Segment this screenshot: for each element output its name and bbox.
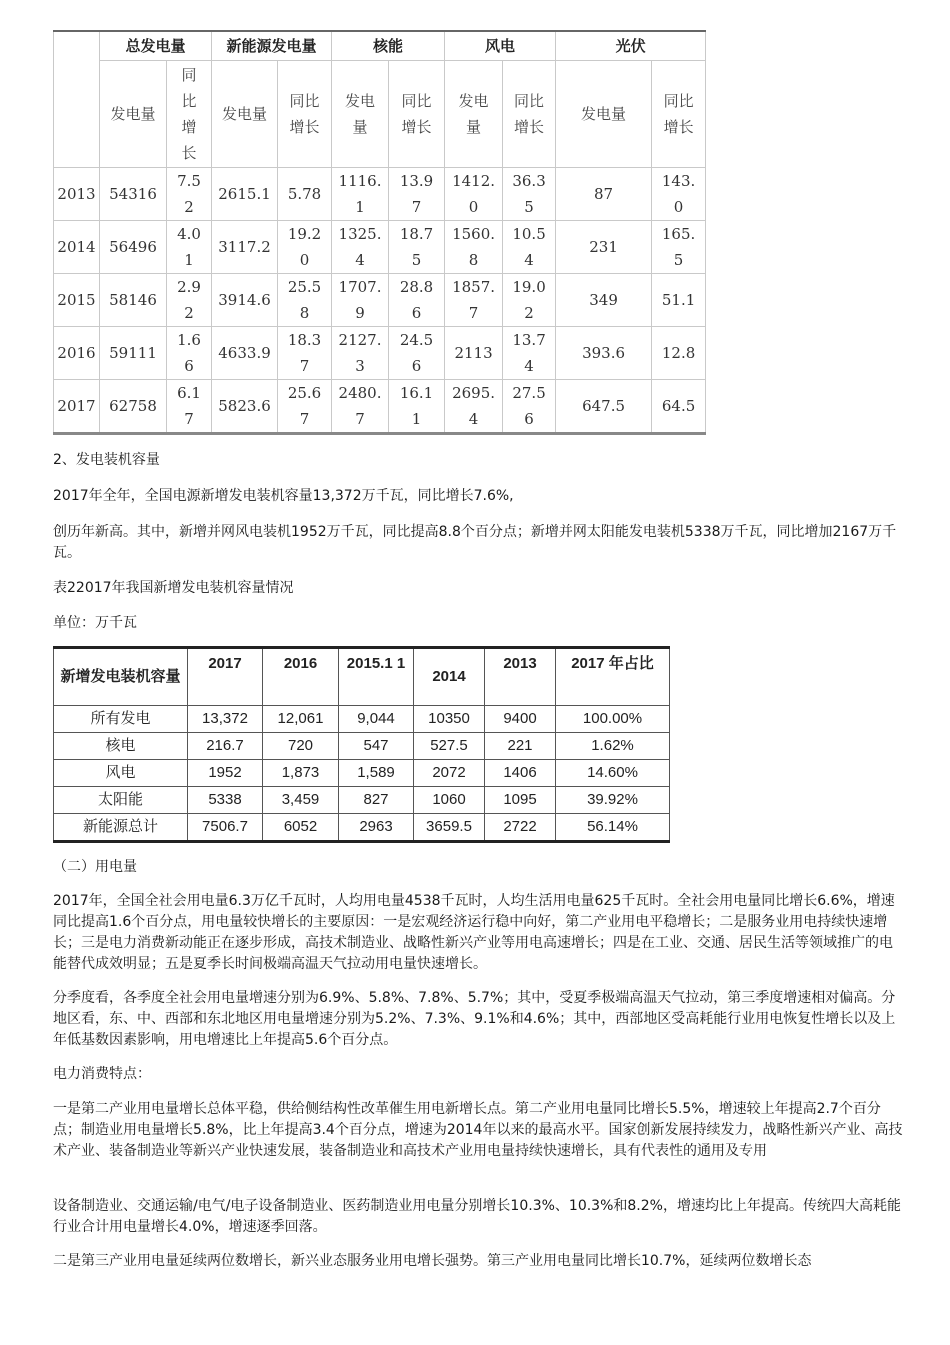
table1-cell-line: 19.0 bbox=[512, 278, 546, 296]
table2-cell: 56.14% bbox=[556, 814, 670, 842]
table1-subheader-line: 增长 bbox=[401, 118, 432, 136]
table1-cell bbox=[556, 221, 652, 274]
table1-cell-line: 56496 bbox=[109, 238, 157, 256]
table1-cell bbox=[100, 168, 167, 221]
table1-cell-line: 2127. bbox=[338, 331, 382, 349]
table2-cell: 10350 bbox=[414, 706, 485, 733]
table1-cell bbox=[652, 327, 706, 380]
table2-row-label: 太阳能 bbox=[54, 787, 188, 814]
table1-cell-line: 4 bbox=[355, 251, 365, 269]
table-row bbox=[54, 327, 706, 380]
table2-cell: 547 bbox=[339, 733, 414, 760]
table2-cell: 527.5 bbox=[414, 733, 485, 760]
table1-cell-line: 4.0 bbox=[177, 225, 201, 243]
table1-cell-line: 7 bbox=[299, 357, 310, 375]
table1-cell-line: 5.78 bbox=[287, 185, 322, 203]
table1-cell-line: 6 bbox=[184, 357, 194, 375]
table1-cell-line: 231 bbox=[589, 238, 618, 256]
table1-year-cell: 2013 bbox=[54, 168, 100, 221]
table2-cell: 1095 bbox=[485, 787, 556, 814]
table2-cell: 39.92% bbox=[556, 787, 670, 814]
table1-cell-line: 27.5 bbox=[512, 384, 546, 402]
table1-year-header bbox=[54, 31, 100, 168]
table1-cell-line: 0 bbox=[299, 251, 310, 269]
table1-subheader-line: 同比 bbox=[514, 92, 545, 110]
table1-subheader-line: 量 bbox=[466, 118, 482, 136]
table1-cell-line: 9 bbox=[355, 304, 365, 322]
table1-group-header bbox=[54, 31, 706, 61]
table1-cell-line: 5 bbox=[411, 251, 422, 269]
table1-cell-line: 2615.1 bbox=[218, 185, 271, 203]
table1-cell bbox=[167, 327, 212, 380]
table1-cell bbox=[212, 274, 278, 327]
table1-cell bbox=[332, 168, 389, 221]
table1-cell bbox=[503, 274, 556, 327]
table1-subheader-line: 同比 bbox=[401, 92, 432, 110]
table2-header-line: 1 bbox=[396, 655, 406, 672]
table1-cell bbox=[100, 380, 167, 434]
table1-cell bbox=[212, 221, 278, 274]
table1-subheader-cell bbox=[556, 61, 652, 168]
table1-cell-line: 349 bbox=[589, 291, 618, 309]
table1-cell-line: 3117.2 bbox=[218, 238, 271, 256]
table1-cell-line: 4 bbox=[468, 410, 479, 428]
table1-cell-line: 393.6 bbox=[582, 344, 626, 362]
table1-cell bbox=[389, 380, 445, 434]
table1-cell-line: 59111 bbox=[109, 344, 157, 362]
table2-cell: 3659.5 bbox=[414, 814, 485, 842]
table2-header-cell bbox=[339, 648, 414, 706]
paragraph: 创历年新高。其中，新增并网风电装机1952万千瓦，同比提高8.8个百分点；新增并网太阳能发电装机5338万千瓦，同比增加2167万千瓦。 bbox=[53, 524, 897, 561]
table1-cell bbox=[445, 221, 503, 274]
table1-cell bbox=[556, 327, 652, 380]
table1-cell-line: 6 bbox=[411, 357, 422, 375]
table1-subheader-cell bbox=[167, 61, 212, 168]
table1-group-header-cell: 核能 bbox=[332, 31, 445, 61]
table1-cell bbox=[556, 380, 652, 434]
table1-cell bbox=[332, 221, 389, 274]
table2-header-cell: 2017 年占比 bbox=[556, 648, 670, 706]
table2-cell: 1406 bbox=[485, 760, 556, 787]
table2-cell: 1,589 bbox=[339, 760, 414, 787]
table1-cell-line: 25.5 bbox=[287, 278, 322, 296]
table1-cell-line: 7 bbox=[411, 198, 422, 216]
table1-subheader-cell bbox=[503, 61, 556, 168]
table1-sub-header bbox=[54, 61, 706, 168]
table1-subheader-line: 增长 bbox=[663, 118, 694, 136]
table2-cell: 1952 bbox=[188, 760, 263, 787]
table1-subheader-line: 同比 bbox=[663, 92, 694, 110]
table1-cell bbox=[332, 274, 389, 327]
table1-cell bbox=[652, 221, 706, 274]
table1-cell-line: 1116. bbox=[338, 172, 382, 190]
table2-header-line: 2015.1 bbox=[346, 655, 393, 672]
table2-cell: 2963 bbox=[339, 814, 414, 842]
table1-cell bbox=[212, 168, 278, 221]
table1-cell bbox=[445, 168, 503, 221]
section-heading-consumption: （二）用电量 bbox=[53, 859, 137, 875]
table1-subheader-line: 发电 bbox=[345, 92, 376, 110]
table1-cell-line: 647.5 bbox=[582, 397, 626, 415]
table1-cell-line: 13.7 bbox=[512, 331, 546, 349]
table1-cell-line: 28.8 bbox=[399, 278, 434, 296]
table1-year-cell: 2014 bbox=[54, 221, 100, 274]
table1-cell bbox=[332, 380, 389, 434]
table1-year-cell: 2016 bbox=[54, 327, 100, 380]
table-row bbox=[54, 787, 670, 814]
table1-cell bbox=[167, 168, 212, 221]
table1-cell-line: 165. bbox=[661, 225, 696, 243]
table2-cell: 9400 bbox=[485, 706, 556, 733]
table1-cell-line: 4 bbox=[524, 251, 534, 269]
table1-subheader-cell bbox=[332, 61, 389, 168]
table1-cell-line: 7 bbox=[184, 410, 194, 428]
table1-cell-line: 5 bbox=[524, 198, 534, 216]
table1-cell-line: 7 bbox=[468, 304, 479, 322]
table1-cell bbox=[100, 221, 167, 274]
table1-cell-line: 2480. bbox=[338, 384, 382, 402]
table1-cell bbox=[212, 327, 278, 380]
table1-cell bbox=[389, 221, 445, 274]
table2-cell: 2722 bbox=[485, 814, 556, 842]
new-capacity-table bbox=[53, 646, 670, 843]
table2-row-label: 核电 bbox=[54, 733, 188, 760]
table1-cell bbox=[503, 221, 556, 274]
table1-group-header-cell: 新能源发电量 bbox=[212, 31, 332, 61]
table1-subheader-line: 发电 bbox=[458, 92, 489, 110]
table-row bbox=[54, 733, 670, 760]
table1-cell bbox=[445, 380, 503, 434]
table1-cell-line: 58146 bbox=[109, 291, 157, 309]
table1-cell bbox=[167, 274, 212, 327]
table2-body bbox=[54, 706, 670, 842]
table1-subheader-line: 增长 bbox=[289, 118, 320, 136]
table1-cell-line: 1.6 bbox=[177, 331, 201, 349]
table2-cell: 9,044 bbox=[339, 706, 414, 733]
table1-cell-line: 1857. bbox=[452, 278, 496, 296]
table1-group-header-cell: 总发电量 bbox=[100, 31, 212, 61]
table2-cell: 1,873 bbox=[263, 760, 339, 787]
table1-cell bbox=[445, 327, 503, 380]
table1-cell-line: 1412. bbox=[452, 172, 496, 190]
table1-cell-line: 16.1 bbox=[399, 384, 434, 402]
table1-subheader-cell bbox=[100, 61, 167, 168]
table1-cell-line: 18.3 bbox=[287, 331, 322, 349]
table1-cell-line: 2 bbox=[524, 304, 534, 322]
table1-cell-line: 6.1 bbox=[177, 384, 201, 402]
table1-cell-line: 1 bbox=[411, 410, 422, 428]
table2-cell: 827 bbox=[339, 787, 414, 814]
table1-cell-line: 143. bbox=[661, 172, 696, 190]
table2-header-cell: 2017 bbox=[188, 648, 263, 706]
table2-cell: 221 bbox=[485, 733, 556, 760]
table1-cell-line: 87 bbox=[594, 185, 614, 203]
table1-cell bbox=[652, 168, 706, 221]
table1-group-header-cell: 光伏 bbox=[556, 31, 706, 61]
table1-subheader-line: 比 bbox=[181, 92, 197, 110]
table1-cell-line: 10.5 bbox=[512, 225, 546, 243]
table2-cell: 720 bbox=[263, 733, 339, 760]
table1-cell-line: 7 bbox=[355, 410, 365, 428]
table2-cell: 13,372 bbox=[188, 706, 263, 733]
table-row bbox=[54, 760, 670, 787]
table-row bbox=[54, 221, 706, 274]
table1-cell-line: 8 bbox=[468, 251, 479, 269]
table1-subheader-line: 同 bbox=[181, 66, 197, 84]
table1-cell-line: 2695. bbox=[452, 384, 496, 402]
table1-cell-line: 6 bbox=[411, 304, 422, 322]
table1-cell-line: 1 bbox=[184, 251, 194, 269]
table1-cell-line: 51.1 bbox=[661, 291, 696, 309]
table1-cell bbox=[167, 380, 212, 434]
table1-cell-line: 0 bbox=[468, 198, 479, 216]
table2-cell: 1.62% bbox=[556, 733, 670, 760]
paragraph: 设备制造业、交通运输/电气/电子设备制造业、医药制造业用电量分别增长10.3%、10.3%和8.2%，增速均比上年提高。传统四大高耗能行业合计用电量增长4.0%，增速逐季回落。 bbox=[53, 1198, 901, 1235]
table-row bbox=[54, 380, 706, 434]
table2-row-label: 新能源总计 bbox=[54, 814, 188, 842]
table1-cell bbox=[652, 380, 706, 434]
table1-cell-line: 2 bbox=[184, 198, 194, 216]
table1-cell-line: 54316 bbox=[109, 185, 157, 203]
table2-cell: 14.60% bbox=[556, 760, 670, 787]
unit-label: 单位：万千瓦 bbox=[53, 615, 137, 631]
table1-cell-line: 7.5 bbox=[177, 172, 201, 190]
table1-subheader-cell bbox=[445, 61, 503, 168]
table1-cell-line: 12.8 bbox=[661, 344, 696, 362]
table1-cell bbox=[278, 327, 332, 380]
table2-row-label: 风电 bbox=[54, 760, 188, 787]
table1-subheader-cell bbox=[278, 61, 332, 168]
table2-cell: 3,459 bbox=[263, 787, 339, 814]
table1-cell-line: 1325. bbox=[338, 225, 382, 243]
table1-cell bbox=[503, 168, 556, 221]
table2-cell: 216.7 bbox=[188, 733, 263, 760]
section-heading-capacity: 2、发电装机容量 bbox=[53, 452, 160, 468]
table1-cell-line: 3 bbox=[355, 357, 365, 375]
table1-cell-line: 5 bbox=[673, 251, 684, 269]
table1-cell bbox=[389, 168, 445, 221]
table1-body bbox=[54, 168, 706, 434]
table2-cell: 7506.7 bbox=[188, 814, 263, 842]
table1-cell bbox=[278, 380, 332, 434]
table1-cell bbox=[167, 221, 212, 274]
table1-cell-line: 8 bbox=[299, 304, 310, 322]
table1-cell bbox=[212, 380, 278, 434]
table-row bbox=[54, 274, 706, 327]
table1-cell-line: 2.9 bbox=[177, 278, 201, 296]
table1-year-cell: 2015 bbox=[54, 274, 100, 327]
table2-cell: 12,061 bbox=[263, 706, 339, 733]
table1-subheader-line: 同比 bbox=[289, 92, 320, 110]
table1-cell-line: 19.2 bbox=[287, 225, 322, 243]
table1-cell-line: 1707. bbox=[338, 278, 382, 296]
paragraph: 分季度看，各季度全社会用电量增速分别为6.9%、5.8%、7.8%、5.7%；其中，受夏季极端高温天气拉动，第三季度增速相对偏高。分地区看，东、中、西部和东北地区用电量增速分别为5.2%、7.3%、9.1%和4.6%；其中，西部地区受高耗能行业用电恢复性增长以及上年低基数因素影响，用电增速比上年提高5.6个百分点。 bbox=[53, 990, 896, 1048]
table1-cell bbox=[278, 221, 332, 274]
table2-header-cell: 2016 bbox=[263, 648, 339, 706]
table1-cell-line: 6 bbox=[524, 410, 534, 428]
table1-cell bbox=[445, 274, 503, 327]
table1-cell bbox=[332, 327, 389, 380]
table1-cell-line: 64.5 bbox=[661, 397, 696, 415]
table1-subheader-cell bbox=[652, 61, 706, 168]
power-generation-table bbox=[53, 30, 706, 435]
table2-row-label: 所有发电 bbox=[54, 706, 188, 733]
table1-cell-line: 18.7 bbox=[399, 225, 434, 243]
table1-subheader-line: 增 bbox=[181, 118, 197, 136]
table1-cell-line: 2113 bbox=[454, 344, 493, 362]
table1-cell-line: 1 bbox=[355, 198, 365, 216]
table1-cell bbox=[100, 327, 167, 380]
table1-subheader-line: 增长 bbox=[514, 118, 545, 136]
table1-cell-line: 0 bbox=[673, 198, 684, 216]
table2-header-cell: 2014 bbox=[414, 648, 485, 706]
paragraph: 2017年，全国全社会用电量6.3万亿千瓦时，人均用电量4538千瓦时，人均生活用电量625千瓦时。全社会用电量同比增长6.6%，增速同比提高1.6个百分点，用电量较快增长的主要原因：一是宏观经济运行稳中向好，第二产业用电平稳增长；二是服务业用电持续快速增长；三是电力消费新动能正在逐步形成，高技术制造业、战略性新兴产业等用电高速增长；四是在工业、交通、居民生活等领域推广的电能替代成效明显；五是夏季长时间极端高温天气拉动用电量快速增长。 bbox=[53, 893, 895, 972]
table1-cell-line: 62758 bbox=[109, 397, 157, 415]
table1-cell bbox=[503, 380, 556, 434]
table1-cell bbox=[389, 327, 445, 380]
table1-cell-line: 24.5 bbox=[399, 331, 434, 349]
table1-cell-line: 5823.6 bbox=[218, 397, 271, 415]
table1-cell-line: 4 bbox=[524, 357, 534, 375]
table-row bbox=[54, 706, 670, 733]
table1-cell bbox=[556, 274, 652, 327]
paragraph: 电力消费特点： bbox=[53, 1066, 151, 1082]
table1-cell bbox=[278, 168, 332, 221]
table2-cell: 2072 bbox=[414, 760, 485, 787]
paragraph: 2017年全年，全国电源新增发电装机容量13,372万千瓦，同比增长7.6%, bbox=[53, 488, 514, 504]
table1-subheader-cell bbox=[389, 61, 445, 168]
table1-cell bbox=[503, 327, 556, 380]
table-row bbox=[54, 168, 706, 221]
table2-cell: 5338 bbox=[188, 787, 263, 814]
table1-cell bbox=[556, 168, 652, 221]
table1-cell-line: 3914.6 bbox=[218, 291, 271, 309]
table1-cell bbox=[389, 274, 445, 327]
table1-cell bbox=[278, 274, 332, 327]
table1-subheader-line: 发电量 bbox=[222, 105, 268, 123]
paragraph: 一是第二产业用电量增长总体平稳，供给侧结构性改革催生用电新增长点。第二产业用电量同比增长5.5%，增速较上年提高2.7个百分点；制造业用电量增长5.8%，比上年提高3.4个百分点，增速为2014年以来的最高水平。国家创新发展持续发力，战略性新兴产业、高技术产业、装备制造业等新兴产业快速发展，装备制造业和高技术产业用电量持续快速增长，具有代表性的通用及专用 bbox=[53, 1101, 903, 1159]
table1-cell-line: 1560. bbox=[452, 225, 496, 243]
table2-cell: 100.00% bbox=[556, 706, 670, 733]
paragraph: 二是第三产业用电量延续两位数增长，新兴业态服务业用电增长强势。第三产业用电量同比增长10.7%，延续两位数增长态 bbox=[53, 1253, 812, 1269]
table1-subheader-line: 长 bbox=[181, 144, 197, 162]
table1-year-cell: 2017 bbox=[54, 380, 100, 434]
table1-cell-line: 36.3 bbox=[512, 172, 546, 190]
table1-subheader-line: 发电量 bbox=[110, 105, 156, 123]
table2-header-row bbox=[54, 648, 670, 706]
table1-cell-line: 13.9 bbox=[399, 172, 434, 190]
table1-cell bbox=[100, 274, 167, 327]
table1-cell-line: 25.6 bbox=[287, 384, 322, 402]
table1-group-header-cell: 风电 bbox=[445, 31, 556, 61]
table1-subheader-cell bbox=[212, 61, 278, 168]
table-row bbox=[54, 814, 670, 842]
table1-subheader-line: 量 bbox=[352, 118, 368, 136]
table1-cell-line: 4633.9 bbox=[218, 344, 271, 362]
table2-header-cell: 2013 bbox=[485, 648, 556, 706]
table-caption: 表22017年我国新增发电装机容量情况 bbox=[53, 580, 294, 596]
table1-cell-line: 7 bbox=[299, 410, 310, 428]
table2-cell: 1060 bbox=[414, 787, 485, 814]
table1-subheader-line: 发电量 bbox=[581, 105, 627, 123]
table2-cell: 6052 bbox=[263, 814, 339, 842]
table2-header-cell: 新增发电装机容量 bbox=[54, 648, 188, 706]
table1-cell bbox=[652, 274, 706, 327]
table1-cell-line: 2 bbox=[184, 304, 194, 322]
